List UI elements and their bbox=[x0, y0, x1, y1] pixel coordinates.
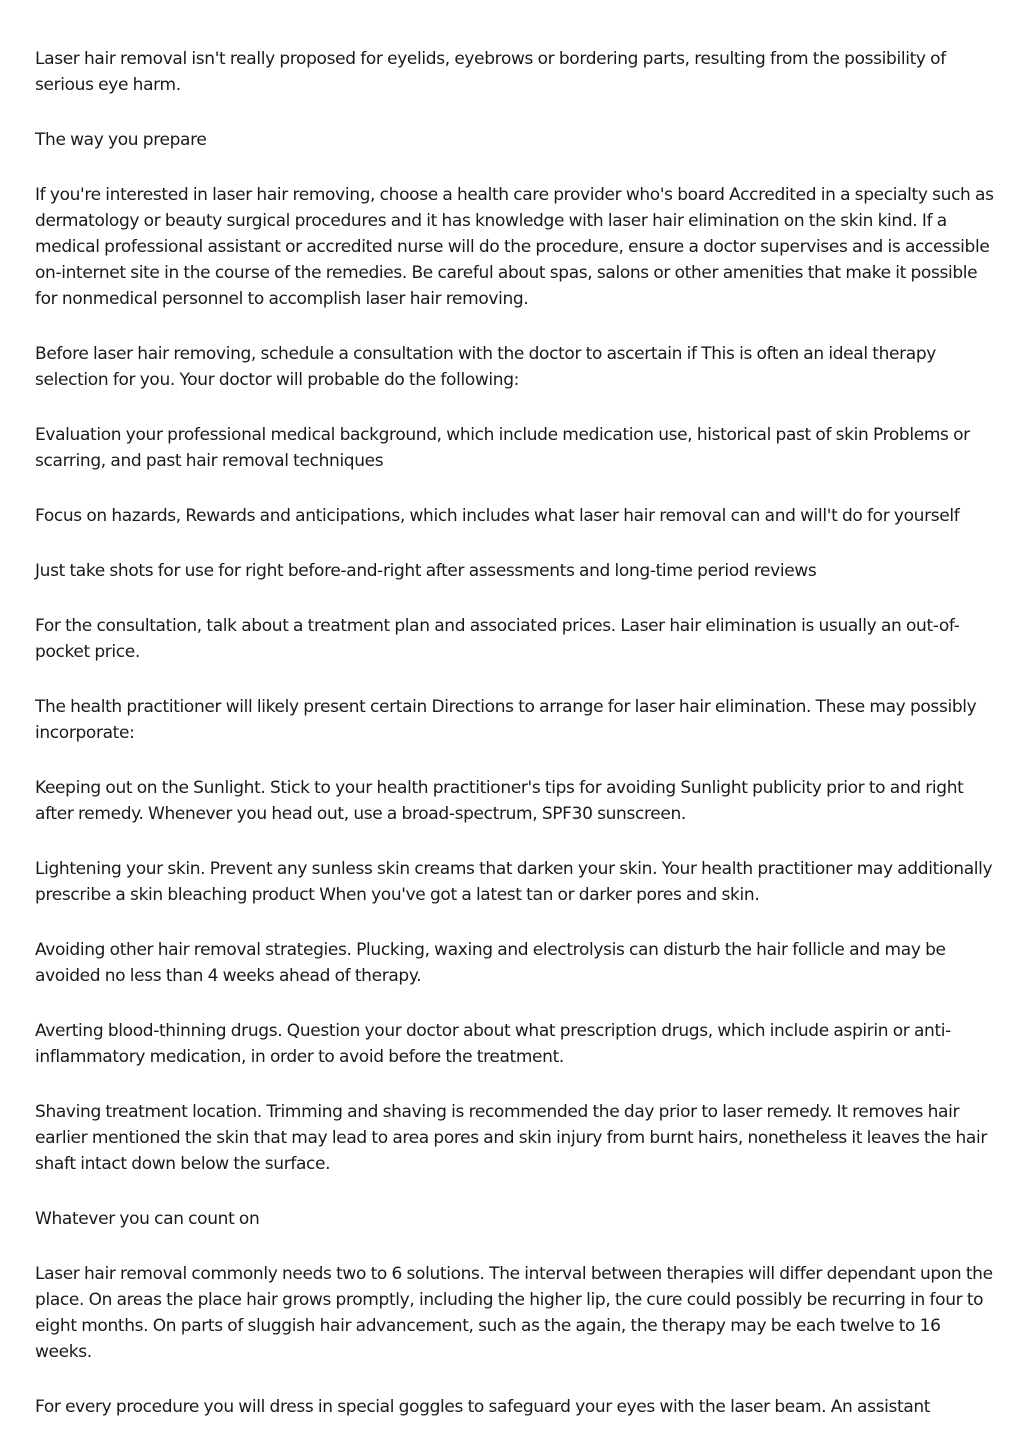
section-heading: The way you prepare bbox=[35, 130, 207, 150]
list-item: Lightening your skin. Prevent any sunless skin creams that darken your skin. Your health practitioner may additionally prescribe a skin bleaching product When you've got a latest tan or darker pores and skin. bbox=[35, 859, 993, 905]
paragraph: For the consultation, talk about a treatment plan and associated prices. Laser hair elimination is usually an out-of-pocket price. bbox=[35, 616, 960, 662]
paragraph: Laser hair removal isn't really proposed for eyelids, eyebrows or bordering parts, resulting from the possibility of serious eye harm. bbox=[35, 49, 946, 95]
list-item: Avoiding other hair removal strategies. Plucking, waxing and electrolysis can disturb the hair follicle and may be avoided no less than 4 weeks ahead of therapy. bbox=[35, 940, 946, 986]
paragraph: Before laser hair removing, schedule a consultation with the doctor to ascertain if This is often an ideal therapy selection for you. Your doctor will probable do the following: bbox=[35, 344, 936, 390]
paragraph: For every procedure you will dress in special goggles to safeguard your eyes with the laser beam. An assistant bbox=[35, 1397, 931, 1417]
list-item: Focus on hazards, Rewards and anticipations, which includes what laser hair removal can and will't do for yourself bbox=[35, 506, 960, 526]
paragraph: Laser hair removal commonly needs two to 6 solutions. The interval between therapies will differ dependant upon the place. On areas the place hair grows promptly, including the higher lip, the cure could possibly be recurring in four to eight months. On parts of sluggish hair advancement, such as the again, the therapy may be each twelve to 16 weeks. bbox=[35, 1264, 993, 1362]
document-body bbox=[35, 46, 995, 1449]
list-item: Just take shots for use for right before-and-right after assessments and long-time period reviews bbox=[35, 561, 817, 581]
paragraph: The health practitioner will likely present certain Directions to arrange for laser hair elimination. These may possibly incorporate: bbox=[35, 697, 977, 743]
list-item: Keeping out on the Sunlight. Stick to your health practitioner's tips for avoiding Sunlight publicity prior to and right after remedy. Whenever you head out, use a broad-spectrum, SPF30 sunscreen. bbox=[35, 778, 964, 824]
section-heading: Whatever you can count on bbox=[35, 1209, 260, 1229]
list-item: Shaving treatment location. Trimming and shaving is recommended the day prior to laser remedy. It removes hair earlier mentioned the skin that may lead to area pores and skin injury from burnt hairs, nonetheless it leaves the hair shaft intact down below the surface. bbox=[35, 1102, 987, 1174]
list-item: Evaluation your professional medical background, which include medication use, historical past of skin Problems or scarring, and past hair removal techniques bbox=[35, 425, 970, 471]
paragraph: If you're interested in laser hair removing, choose a health care provider who's board Accredited in a specialty such as dermatology or beauty surgical procedures and it has knowledge with laser hair elimination on the skin kind. If a medical professional assistant or accredited nurse will do the procedure, ensure a doctor supervises and is accessible on-internet site in the course of the remedies. Be careful about spas, salons or other amenities that make it possible for nonmedical personnel to accomplish laser hair removing. bbox=[35, 185, 994, 309]
list-item: Averting blood-thinning drugs. Question your doctor about what prescription drugs, which include aspirin or anti-inflammatory medication, in order to avoid before the treatment. bbox=[35, 1021, 951, 1067]
